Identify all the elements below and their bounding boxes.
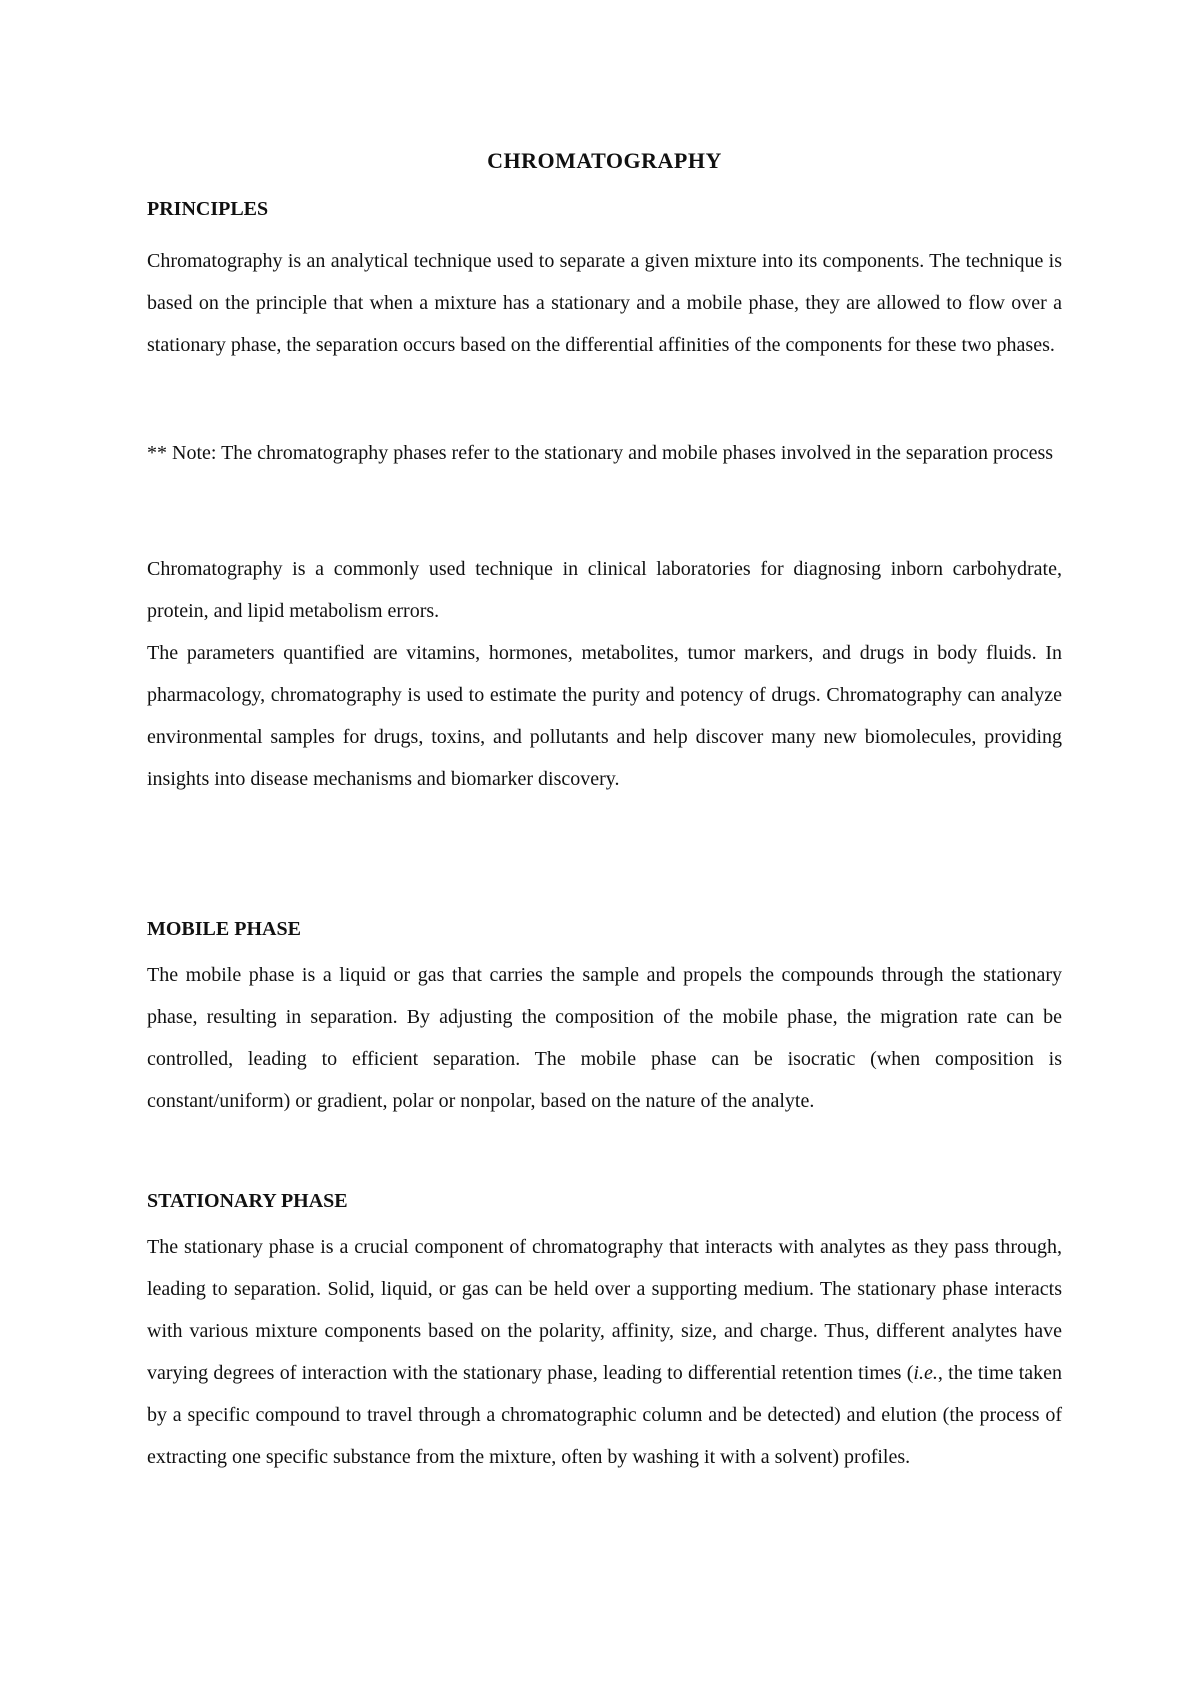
document-page xyxy=(147,0,1062,1696)
stationary-phase-text-1: The stationary phase is a crucial component of chromatography that interacts with analytes as they pass through, leading to separation. Solid, liquid, or gas can be held over a supporting medium. The stationary phase interacts with various mixture components based on the polarity, affinity, size, and charge. Thus, different analytes have varying degrees of interaction with the stationary phase, leading to differential retention times ( xyxy=(147,1236,1062,1384)
parameters-paragraph: The parameters quantified are vitamins, hormones, metabolites, tumor markers, and drugs in body fluids. In pharmacology, chromatography is used to estimate the purity and potency of drugs. Chromatography can analyze environmental samples for drugs, toxins, and pollutants and help discover many new biomolecules, providing insights into disease mechanisms and biomarker discovery. xyxy=(147,642,1062,790)
stationary-phase-heading: STATIONARY PHASE xyxy=(147,1190,348,1212)
mobile-phase-heading: MOBILE PHASE xyxy=(147,918,301,940)
principles-heading: PRINCIPLES xyxy=(147,198,269,220)
principles-note: ** Note: The chromatography phases refer to the stationary and mobile phases involved in the separation process xyxy=(147,442,1054,464)
clinical-uses-block xyxy=(147,548,1062,800)
stationary-phase-italic: i.e. xyxy=(913,1362,938,1384)
mobile-phase-paragraph: The mobile phase is a liquid or gas that carries the sample and propels the compounds through the stationary phase, resulting in separation. By adjusting the composition of the mobile phase, the migration rate can be controlled, leading to efficient separation. The mobile phase can be isocratic (when composition is constant/uniform) or gradient, polar or nonpolar, based on the nature of the analyte. xyxy=(147,964,1062,1112)
principles-paragraph: Chromatography is an analytical technique used to separate a given mixture into its components. The technique is based on the principle that when a mixture has a stationary and a mobile phase, they are allowed to flow over a stationary phase, the separation occurs based on the differential affinities of the components for these two phases. xyxy=(147,250,1062,356)
document-title: CHROMATOGRAPHY xyxy=(487,148,722,173)
stationary-phase-paragraph xyxy=(147,1226,1062,1478)
stationary-phase-text-2: , the time taken by a specific compound to travel through a chromatographic column and be detected) and elution (the process of extracting one specific substance from the mixture, often by washing it with a solvent) profiles. xyxy=(147,1362,1063,1468)
clinical-uses-paragraph: Chromatography is a commonly used technique in clinical laboratories for diagnosing inborn carbohydrate, protein, and lipid metabolism errors. xyxy=(147,558,1062,622)
